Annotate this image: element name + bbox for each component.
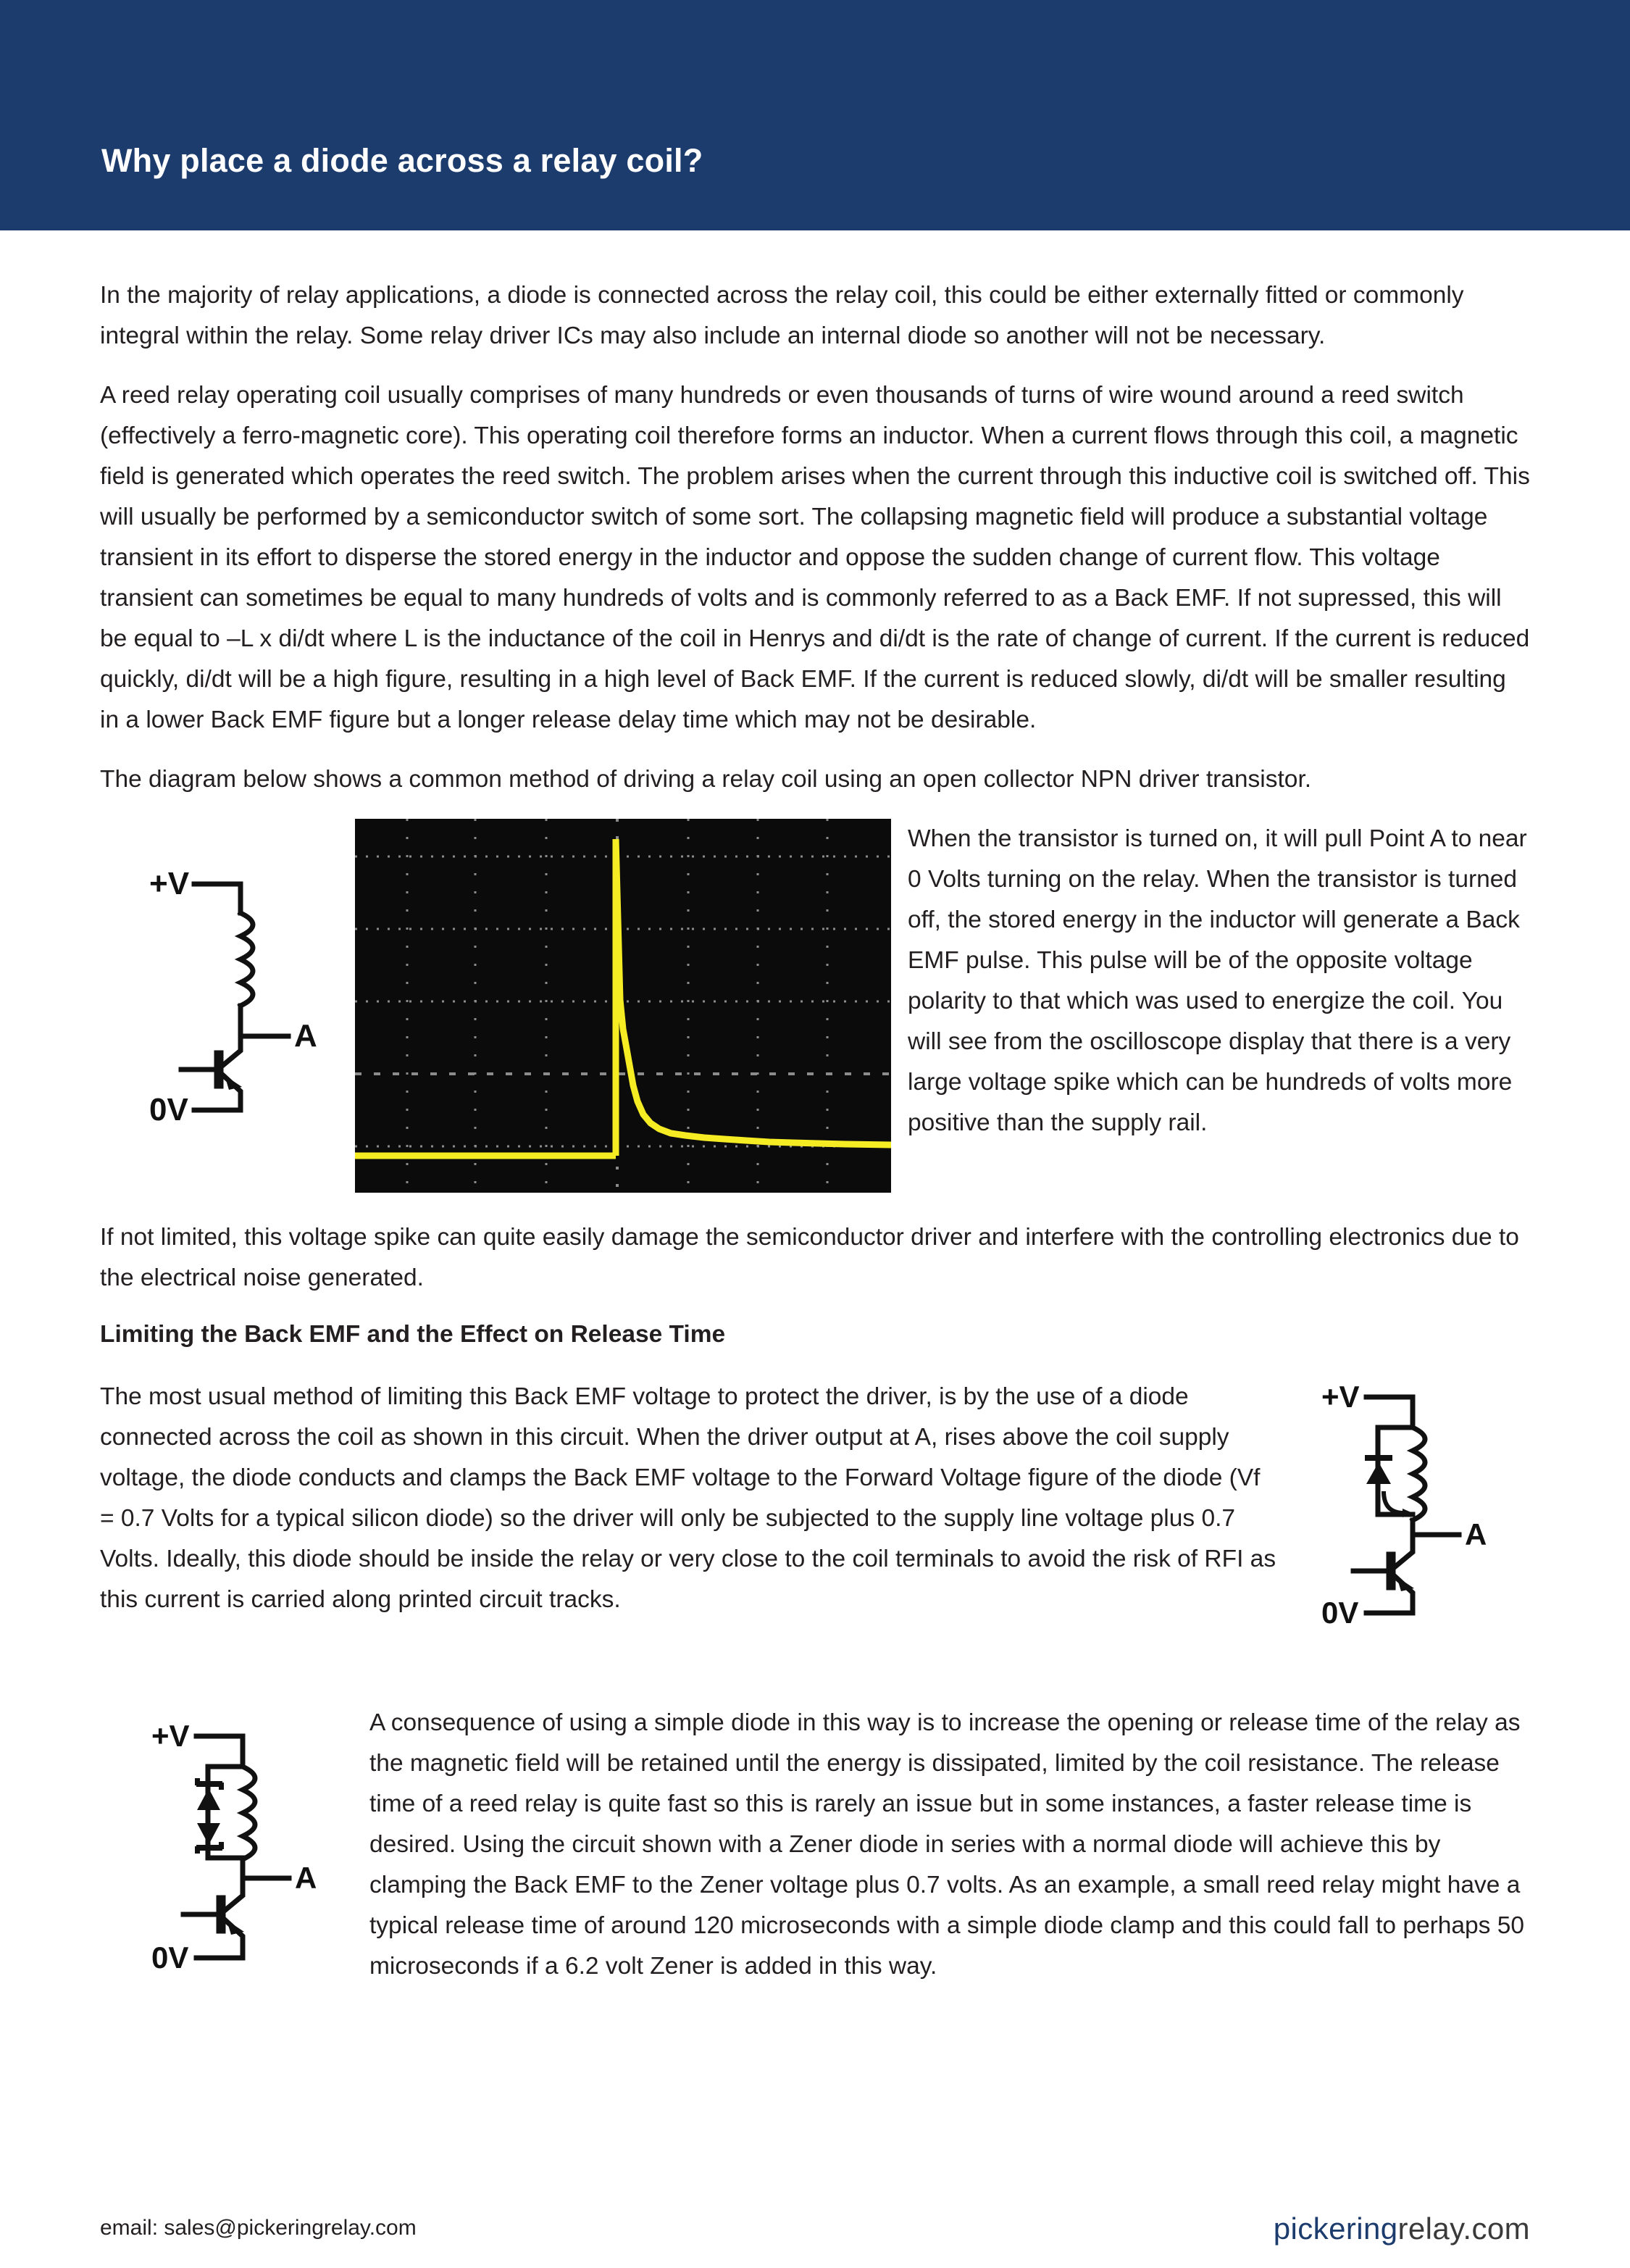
circuit-zener-label-supply: +V <box>151 1719 190 1753</box>
circuit-diode-label-ground: 0V <box>1321 1596 1359 1630</box>
footer-website-url[interactable] <box>1274 2211 1530 2246</box>
footer-url-brand: pickering <box>1273 2211 1398 2246</box>
figure-row-zener-circuit <box>100 1709 1531 2020</box>
oscilloscope-display <box>355 819 891 1193</box>
page-title: Why place a diode across a relay coil? <box>101 142 703 179</box>
circuit-basic-label-ground: 0V <box>149 1092 188 1127</box>
document-content <box>100 275 1531 2020</box>
paragraph-release-time-zener: A consequence of using a simple diode in this way is to increase the opening or release time of the relay as the magnetic field will be retained until the energy is dissipated, limited by the coil resistance. The release time of a reed relay is quite fast so this is rarely an issue but in some instances, a faster release time is desired. Using the circuit shown with a Zener diode in series with a normal diode will achieve this by clamping the Back EMF to the Zener voltage plus 0.7 volts. As an example, a small reed relay might have a typical release time of around 120 microseconds with a simple diode clamp and this could fall to perhaps 50 microseconds if a 6.2 volt Zener is added in this way. <box>369 1709 1524 1980</box>
paragraph-voltage-spike-damage: If not limited, this voltage spike can quite easily damage the semiconductor driver and interfere with the controlling electronics due to the electrical noise generated. <box>100 1224 1519 1291</box>
paragraph-diagram-intro: The diagram below shows a common method of driving a relay coil using an open collector NPN driver transistor. <box>100 766 1312 793</box>
page-header-band <box>0 0 1630 230</box>
circuit-diode-label-supply: +V <box>1321 1380 1360 1414</box>
circuit-zener-label-ground: 0V <box>151 1940 189 1975</box>
circuit-basic-label-node: A <box>294 1018 317 1054</box>
circuit-diagram-with-zener-diode <box>133 1709 364 2020</box>
figure-row-basic-circuit <box>100 819 1531 1203</box>
circuit-diagram-with-flyback-diode <box>1303 1369 1534 1674</box>
paragraph-intro: In the majority of relay applications, a diode is connected across the relay coil, this could be either externally fitted or commonly integral within the relay. Some relay driver ICs may also include an internal diode so another will not be necessary. <box>100 282 1464 349</box>
footer-email[interactable]: email: sales@pickeringrelay.com <box>100 2216 417 2240</box>
paragraph-reed-relay-coil: A reed relay operating coil usually comprises of many hundreds or even thousands of turns of wire wound around a reed switch (effectively a ferro-magnetic core). This operating coil therefore forms an inductor. When a current flows through this coil, a magnetic field is generated which operates the reed switch. The problem arises when the current through this inductive coil is switched off. This will usually be performed by a semiconductor switch of some sort. The collapsing magnetic field will produce a substantial voltage transient in its effort to disperse the stored energy in the inductor and oppose the sudden change of current flow. This voltage transient can sometimes be equal to many hundreds of volts and is commonly referred to as a Back EMF. If not supressed, this will be equal to –L x di/dt where L is the inductance of the coil in Henrys and di/dt is the rate of change of current. If the current is reduced quickly, di/dt will be a high figure, resulting in a high level of Back EMF. If the current is reduced slowly, di/dt will be smaller resulting in a lower Back EMF figure but a longer release delay time which may not be desirable. <box>100 382 1530 733</box>
figure-row-diode-circuit <box>100 1377 1531 1688</box>
section-heading-limiting-back-emf: Limiting the Back EMF and the Effect on Release Time <box>100 1321 726 1348</box>
footer-url-tail: relay.com <box>1397 2211 1530 2246</box>
circuit-basic-label-supply: +V <box>149 866 190 901</box>
figure-caption-transistor-behaviour: When the transistor is turned on, it will pull Point A to near 0 Volts turning on the relay. When the transistor is turned off, the stored energy in the inductor will generate a Back EMF pulse. This pulse will be of the opposite voltage polarity to that which was used to energize the coil. You will see from the oscilloscope display that there is a very large voltage spike which can be hundreds of volts more positive than the supply rail. <box>908 825 1527 1136</box>
page-footer <box>0 2181 1630 2268</box>
circuit-diode-label-node: A <box>1465 1517 1487 1551</box>
paragraph-diode-clamp: The most usual method of limiting this Back EMF voltage to protect the driver, is by the use of a diode connected across the coil as shown in this circuit. When the driver output at A, rises above the coil supply voltage, the diode conducts and clamps the Back EMF voltage to the Forward Voltage figure of the diode (Vf = 0.7 Volts for a typical silicon diode) so the driver will only be subjected to the supply line voltage plus 0.7 Volts. Ideally, this diode should be inside the relay or very close to the coil terminals to avoid the risk of RFI as this current is carried along printed circuit tracks. <box>100 1383 1276 1613</box>
circuit-diagram-basic-npn-driver <box>109 826 348 1145</box>
circuit-zener-label-node: A <box>295 1861 317 1895</box>
